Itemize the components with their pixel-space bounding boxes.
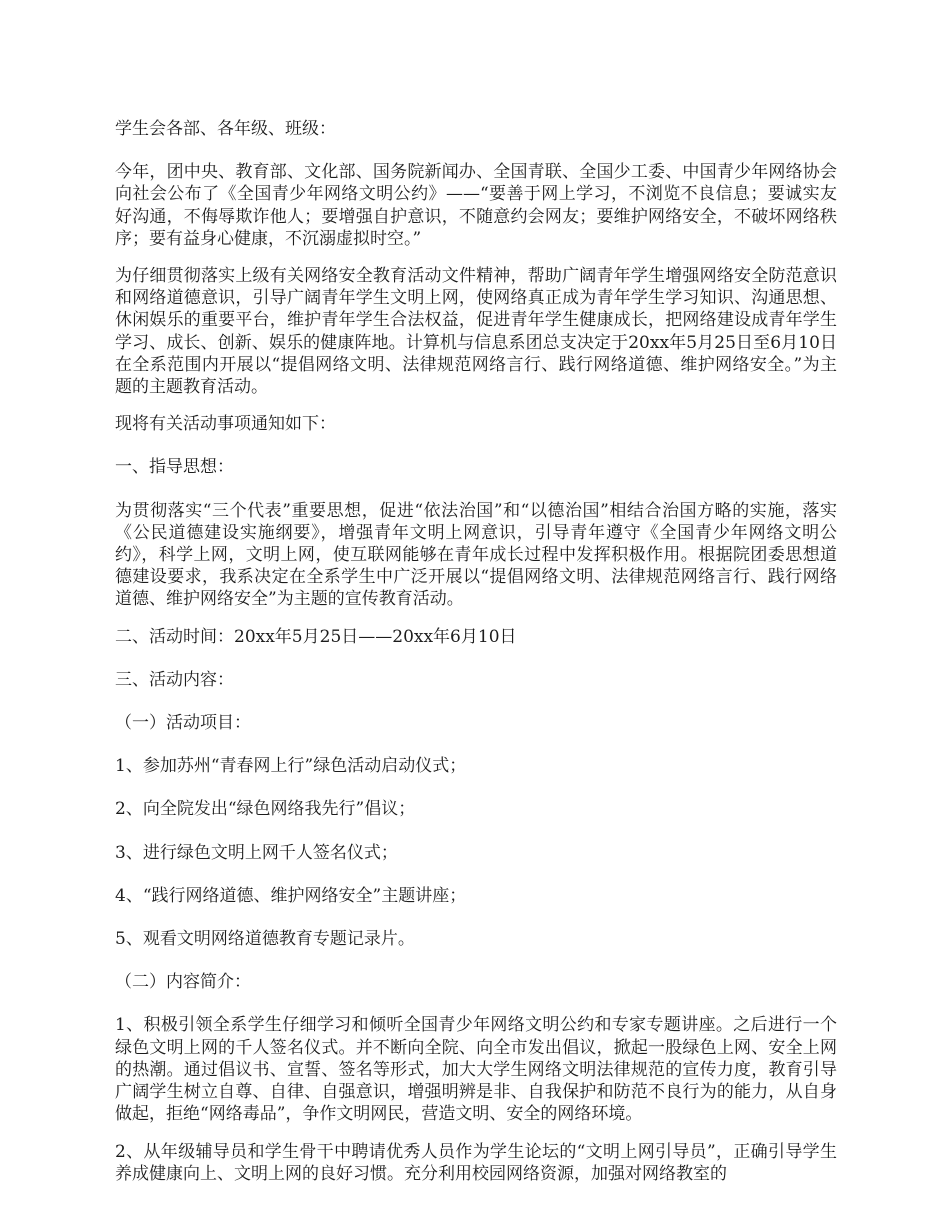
list-item: 1、参加苏州“青春网上行”绿色活动启动仪式； (115, 756, 467, 777)
paragraph-intro: 今年，团中央、教育部、文化部、国务院新闻办、全国青联、全国少工委、中国青少年网络协会向社会公布了《全国青少年网络文明公约》——“要善于网上学习，不浏览不良信息；要诚实友好沟通，不侮辱欺诈他人；要增强自护意识，不随意约会网友；要维护网络安全，不破坏网络秩序；要有益身心健康，不沉溺虚拟时空。” (115, 162, 837, 249)
list-item: 4、“践行网络道德、维护网络安全”主题讲座； (115, 885, 467, 906)
paragraph-notice: 现将有关活动事项通知如下： (115, 414, 336, 435)
subsection-heading-content-intro: （二）内容简介： (115, 972, 251, 993)
list-item: 3、进行绿色文明上网千人签名仪式； (115, 842, 398, 863)
paragraph-purpose: 为仔细贯彻落实上级有关网络安全教育活动文件精神，帮助广阔青年学生增强网络安全防范意识和网络道德意识，引导广阔青年学生文明上网，使网络真正成为青年学生学习知识、沟通思想、休闲娱乐的重要平台，维护青年学生合法权益，促进青年学生健康成长，把网络建设成青年学生学习、成长、创新、娱乐的健康阵地。计算机与信息系团总支决定于20xx年5月25日至6月10日在全系范围内开展以“提倡网络文明、法律规范网络言行、践行网络道德、维护网络安全。”为主题的主题教育活动。 (115, 266, 837, 398)
paragraph-guiding-thought: 为贯彻落实“三个代表”重要思想，促进“依法治国”和“以德治国”相结合治国方略的实施，落实《公民道德建设实施纲要》，增强青年文明上网意识，引导青年遵守《全国青少年网络文明公约》，科学上网，文明上网，使互联网能够在青年成长过程中发挥积极作用。根据院团委思想道德建设要求，我系决定在全系学生中广泛开展以“提倡网络文明、法律规范网络言行、践行网络道德、维护网络安全”为主题的宣传教育活动。 (115, 500, 837, 610)
section-heading-activity-content: 三、活动内容： (115, 669, 234, 690)
section-heading-guiding-thought: 一、指导思想： (115, 457, 234, 478)
document-page (115, 118, 837, 1200)
salutation: 学生会各部、各年级、班级： (115, 119, 336, 139)
section-heading-activity-time: 二、活动时间：20xx年5月25日——20xx年6月10日 (115, 626, 517, 647)
paragraph-content-1: 1、积极引领全系学生仔细学习和倾听全国青少年网络文明公约和专家专题讲座。之后进行一个绿色文明上网的千人签名仪式。并不断向全院、向全市发出倡议，掀起一股绿色上网、安全上网的热潮。通过倡议书、宣誓、签名等形式，加大大学生网络文明法律规范的宣传力度，教育引导广阔学生树立自尊、自律、自强意识，增强明辨是非、自我保护和防范不良行为的能力，从自身做起，拒绝“网络毒品”，争作文明网民，营造文明、安全的网络环境。 (115, 1015, 837, 1125)
list-item: 5、观看文明网络道德教育专题记录片。 (115, 929, 415, 950)
subsection-heading-activity-items: （一）活动项目： (115, 713, 251, 734)
paragraph-content-2: 2、从年级辅导员和学生骨干中聘请优秀人员作为学生论坛的“文明上网引导员”，正确引导学生养成健康向上、文明上网的良好习惯。充分利用校园网络资源，加强对网络教室的 (115, 1141, 837, 1184)
list-item: 2、向全院发出“绿色网络我先行”倡议； (115, 799, 416, 820)
